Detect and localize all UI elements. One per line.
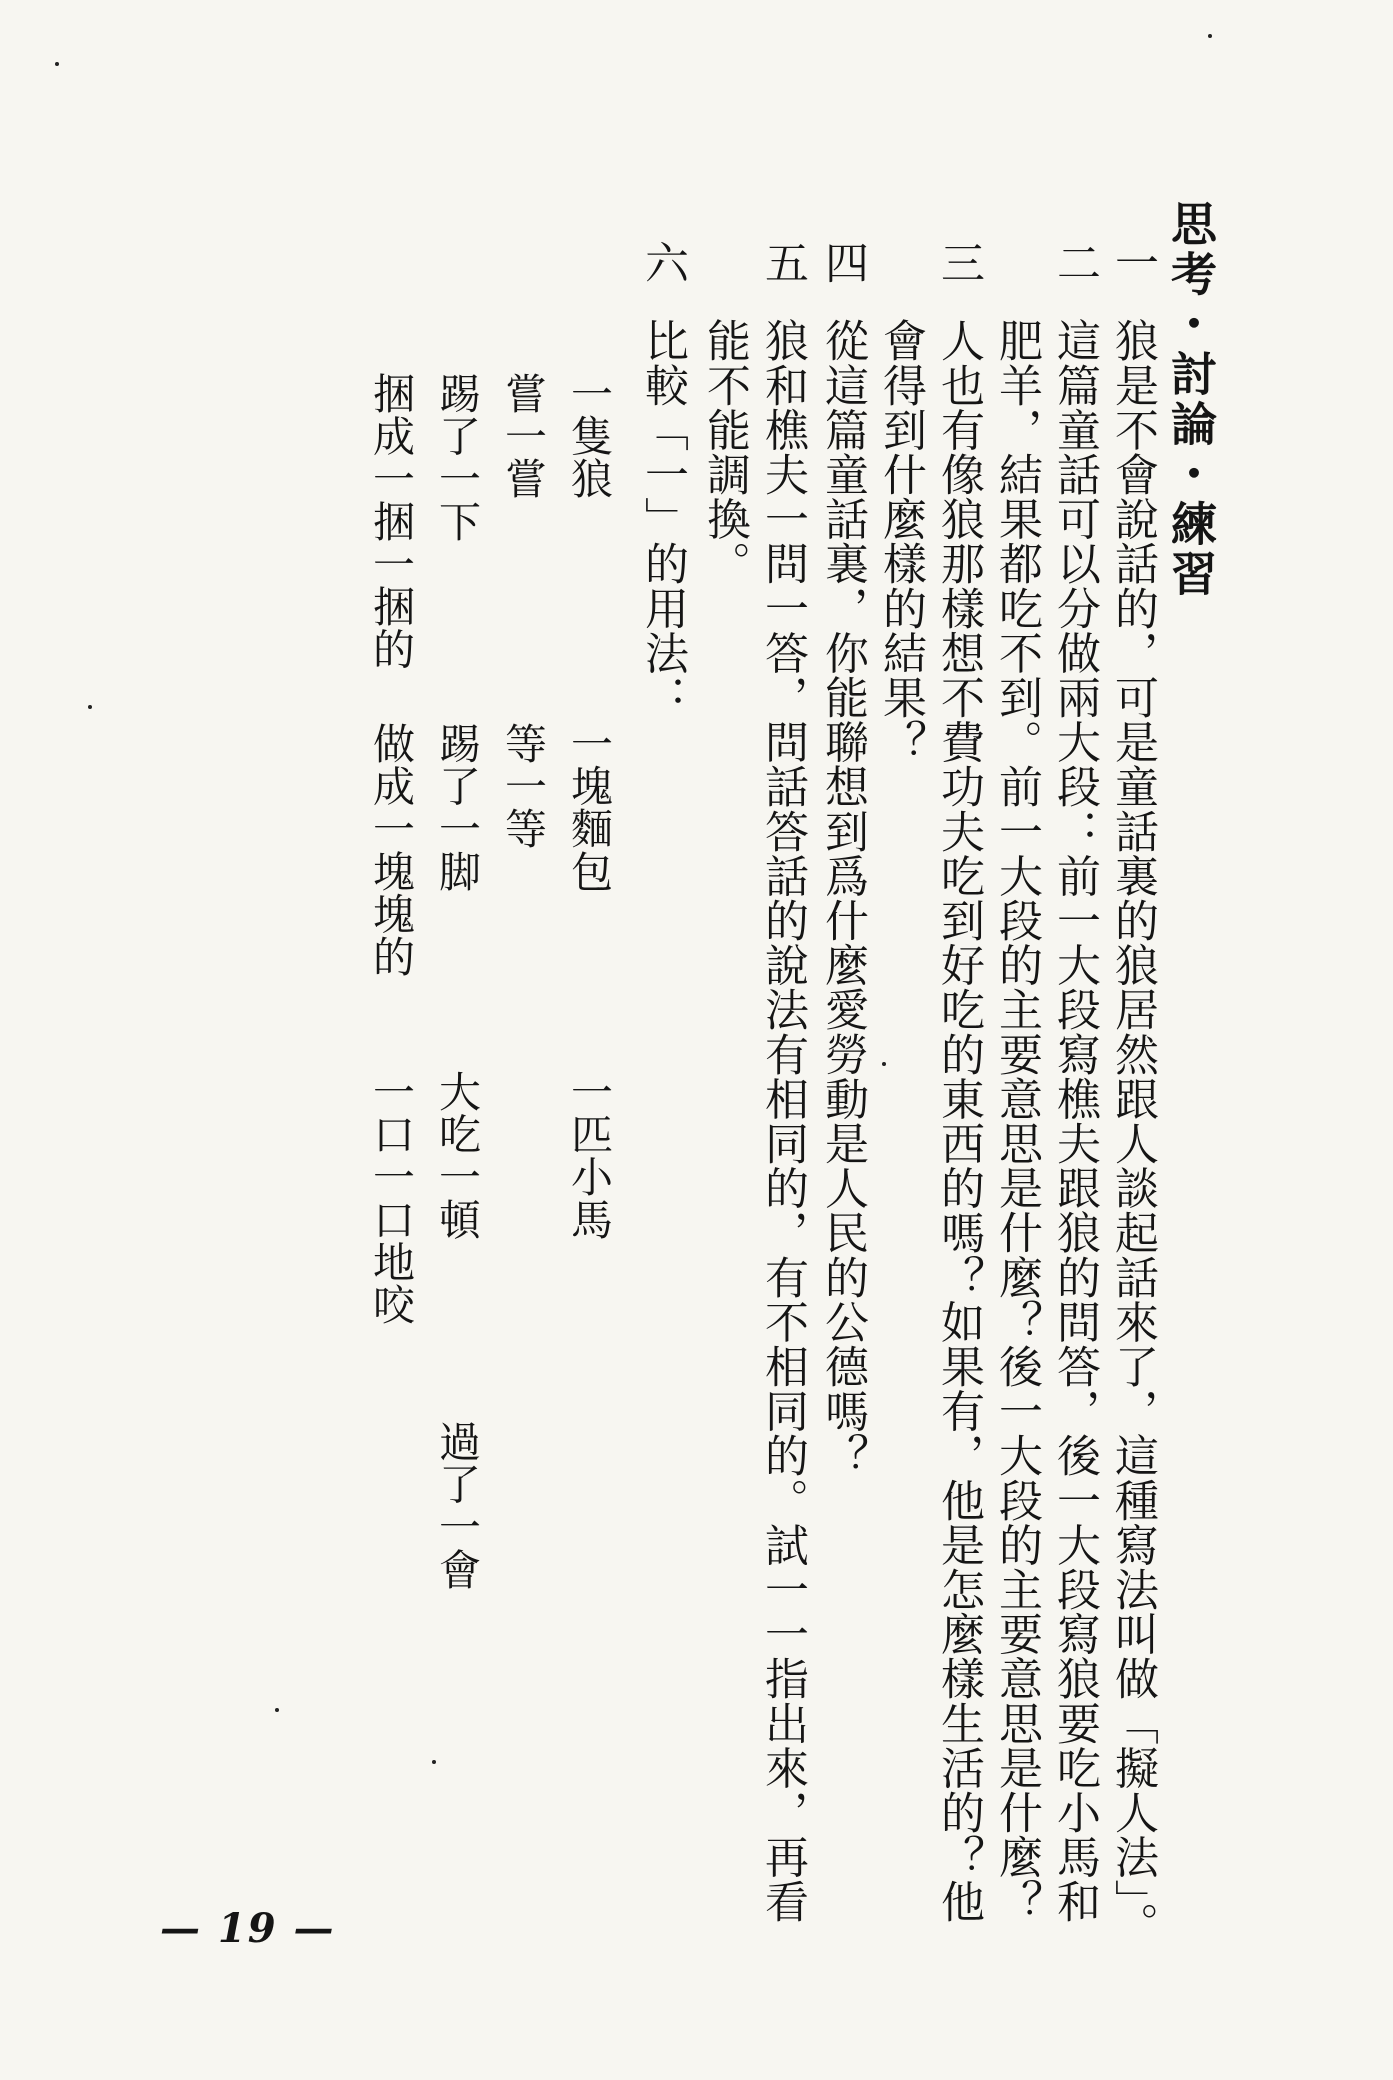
example-2-2: 等一等 xyxy=(499,722,548,850)
example-4-1: 捆成一捆一捆的 xyxy=(367,372,416,671)
example-3-3: 大吃一頓 xyxy=(433,1070,482,1241)
question-2-line-1: 這篇童話可以分做兩大段：前一大段寫樵夫跟狼的問答，後一大段寫狼要吃小馬和 xyxy=(1049,318,1100,1924)
question-5-line-1: 狼和樵夫一問一答，問話答話的說法有相同的，有不相同的。試一一指出來，再看 xyxy=(757,318,808,1924)
section-title: 思考・討論・練習 xyxy=(1164,200,1218,600)
question-3-line-1: 人也有像狼那樣想不費功夫吃到好吃的東西的嗎？如果有，他是怎麼樣生活的？他 xyxy=(933,318,984,1924)
question-number-5: 五 xyxy=(757,240,808,284)
example-2-1: 嘗一嘗 xyxy=(499,372,548,500)
question-6-line-1: 比較「一」的用法： xyxy=(637,318,688,720)
question-3-line-2: 會得到什麼樣的結果？ xyxy=(875,318,926,764)
question-number-4: 四 xyxy=(817,240,868,284)
question-5-line-2: 能不能調換。 xyxy=(699,318,750,586)
question-number-6: 六 xyxy=(637,240,688,284)
question-number-3: 三 xyxy=(933,240,984,284)
question-number-1: 一 xyxy=(1107,240,1158,284)
scan-speck xyxy=(432,1760,436,1764)
example-1-1: 一隻狼 xyxy=(565,372,614,500)
example-3-4: 過了一會 xyxy=(433,1420,482,1591)
scan-speck xyxy=(88,705,92,709)
scan-speck xyxy=(55,62,59,66)
question-1-line-1: 狼是不會說話的，可是童話裏的狼居然跟人談起話來了，這種寫法叫做「擬人法」。 xyxy=(1107,318,1158,1947)
example-1-3: 一匹小馬 xyxy=(565,1070,614,1241)
example-1-2: 一塊麵包 xyxy=(565,722,614,893)
page-number: — 19 — xyxy=(160,1905,336,1952)
example-3-1: 踢了一下 xyxy=(433,372,482,543)
question-4-line-1: 從這篇童話裏，你能聯想到爲什麼愛勞動是人民的公德嗎？ xyxy=(817,318,868,1478)
scan-speck xyxy=(275,1708,279,1712)
scan-speck xyxy=(882,1062,886,1066)
example-4-3: 一口一口地咬 xyxy=(367,1070,416,1326)
example-4-2: 做成一塊塊的 xyxy=(367,722,416,978)
question-number-2: 二 xyxy=(1049,240,1100,284)
question-2-line-2: 肥羊，結果都吃不到。前一大段的主要意思是什麼？後一大段的主要意思是什麼？ xyxy=(991,318,1042,1924)
example-3-2: 踢了一脚 xyxy=(433,722,482,893)
scan-speck xyxy=(1208,34,1212,38)
